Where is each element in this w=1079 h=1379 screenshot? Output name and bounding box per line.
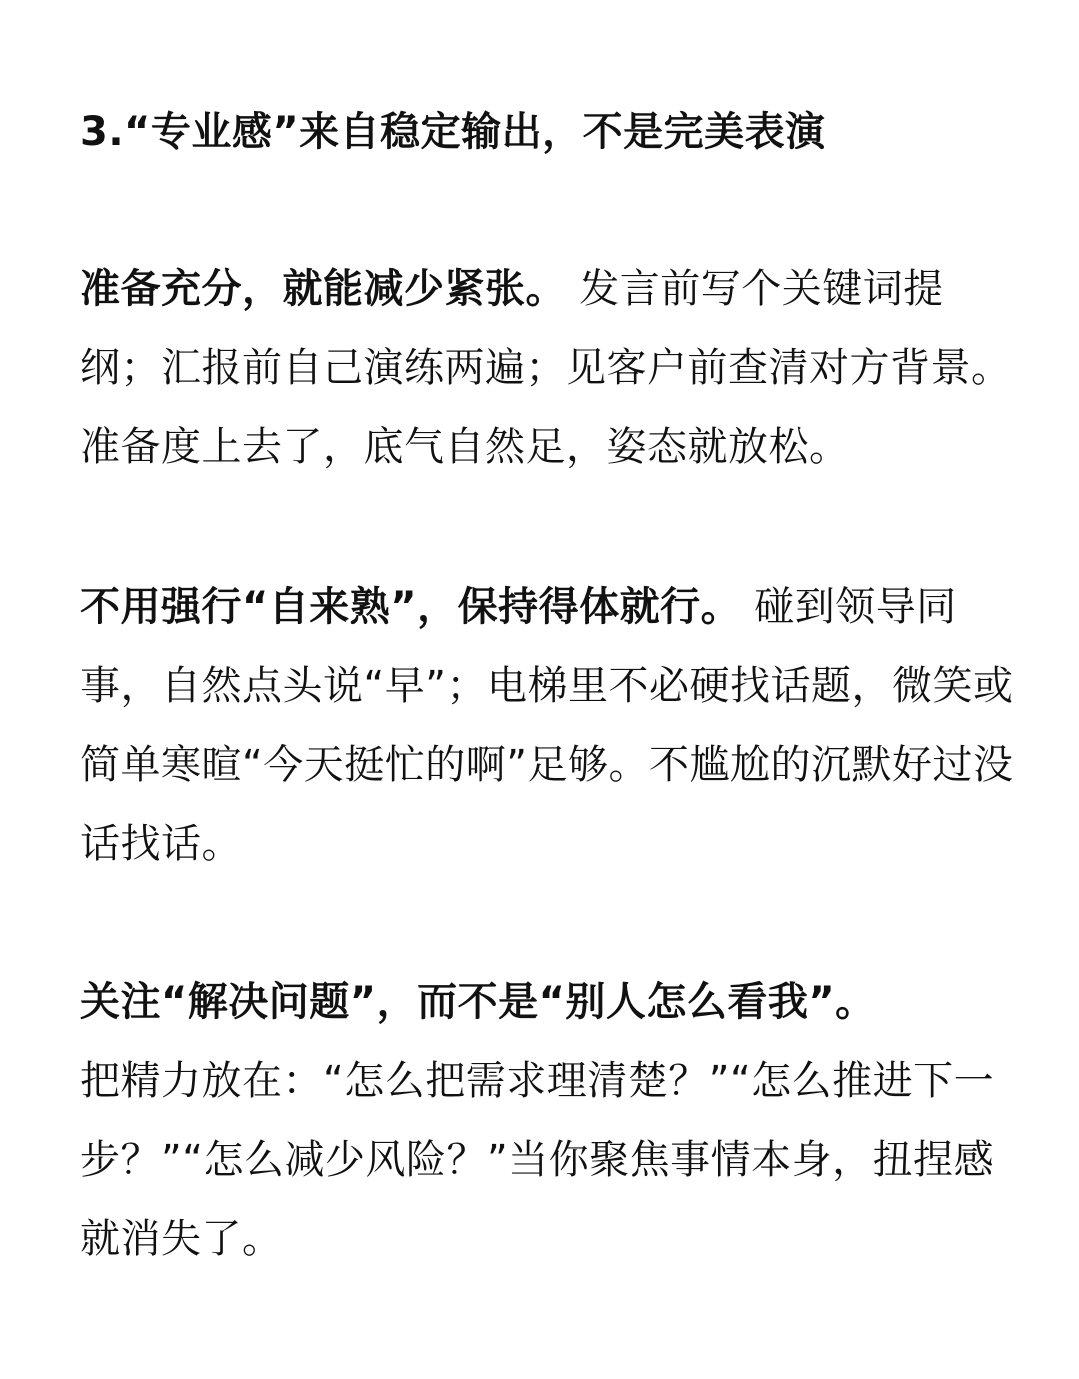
paragraph-body: 发言前写个关键词提纲；汇报前自己演练两遍；见客户前查清对方背景。准备度上去了，底气自然足，姿态就放松。: [80, 266, 1012, 470]
paragraph-decorum: [80, 568, 1020, 884]
paragraph-lead: 不用强行“自来熟”，保持得体就行。: [80, 584, 742, 630]
paragraph-body: 把精力放在：“怎么把需求理清楚？”“怎么推进下一步？”“怎么减少风险？”当你聚焦事情本身，扭捏感就消失了。: [80, 1058, 995, 1262]
paragraph-lead: 准备充分，就能减少紧张。: [80, 266, 566, 312]
paragraph-preparation: [80, 250, 1020, 487]
paragraph-body: 碰到领导同事，自然点头说“早”；电梯里不必硬找话题，微笑或简单寒暄“今天挺忙的啊”足够。不尴尬的沉默好过没话找话。: [80, 584, 1014, 867]
paragraph-lead: 关注“解决问题”，而不是“别人怎么看我”。: [80, 979, 876, 1025]
paragraph-focus: [80, 963, 1020, 1279]
section-heading: 3.“专业感”来自稳定输出，不是完美表演: [80, 109, 826, 155]
